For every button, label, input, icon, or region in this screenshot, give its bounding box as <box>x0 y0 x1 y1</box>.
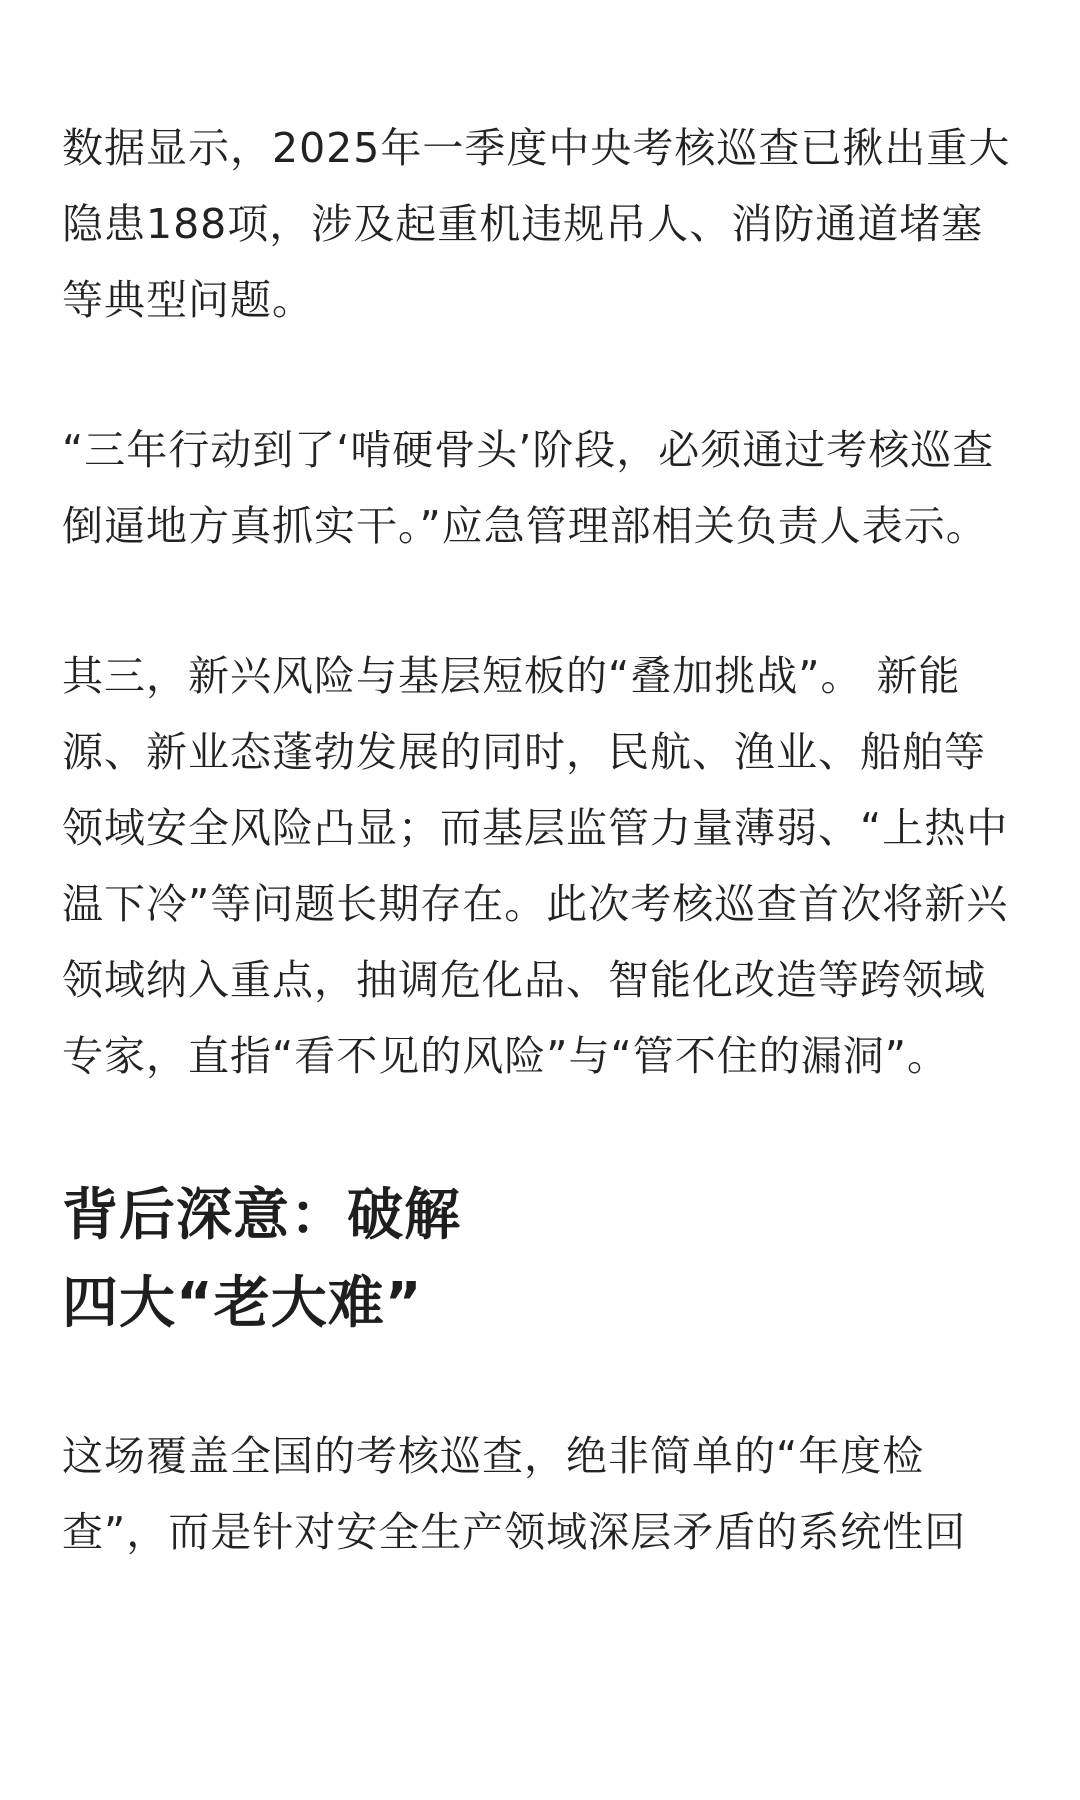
paragraph-emerging-risks: 其三，新兴风险与基层短板的“叠加挑战”。 新能源、新业态蓬勃发展的同时，民航、渔业、船舶等领域安全风险凸显；而基层监管力量薄弱、“上热中温下冷”等问题长期存在。此次考核巡查首次将新兴领域纳入重点，抽调危化品、智能化改造等跨领域专家，直指“看不见的风险”与“管不住的漏洞”。 <box>62 652 1009 1080</box>
section-heading-line-1: 背后深意：破解 <box>62 1183 461 1248</box>
paragraph-statistics: 数据显示，2025年一季度中央考核巡查已揪出重大隐患188项，涉及起重机违规吊人、消防通道堵塞等典型问题。 <box>62 124 1011 324</box>
article-body <box>62 110 1022 1570</box>
section-heading <box>62 1172 1022 1348</box>
paragraph-quote: “三年行动到了‘啃硬骨头’阶段，必须通过考核巡查倒逼地方真抓实干。”应急管理部相关负责人表示。 <box>62 426 995 550</box>
paragraph-closing: 这场覆盖全国的考核巡查，绝非简单的“年度检查”，而是针对安全生产领域深层矛盾的系统性回 <box>62 1432 967 1556</box>
section-heading-line-2: 四大“老大难” <box>62 1271 423 1336</box>
